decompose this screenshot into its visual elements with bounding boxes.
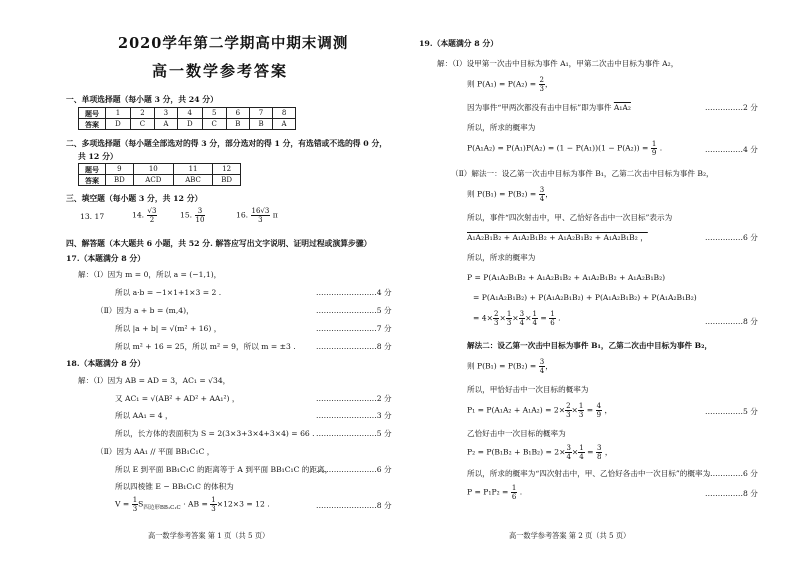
q19-l13-f1-n: 2 xyxy=(493,310,499,318)
q19-line5 xyxy=(467,140,662,157)
fill-16-num: 16. xyxy=(236,210,249,220)
q19-l13-f1-d: 3 xyxy=(493,319,499,327)
q19-line17: P₁ = P(A₁A₂ + A₁A₂) = 2× $\frac{2}{3}$ × $\frac{1}{3}$ = $\frac{4}{9}$ ， xyxy=(467,402,613,419)
q19-l21-frac-d: 6 xyxy=(511,493,517,501)
q19-line9: A₁A₂B₁B₂ + A₁A₂B₁B₂ + A₁A₂B₁B₂ + A₁A₂B₁B₂ ， xyxy=(467,233,648,242)
q17-points-4: ……………………8 分 xyxy=(316,342,392,351)
q19-l2-frac-d: 3 xyxy=(539,85,544,93)
q19-points-4: ……………8 分 xyxy=(705,317,758,326)
q19-l13-f3-n: 3 xyxy=(519,310,525,318)
q19-line15 xyxy=(467,358,553,375)
section-3-heading: 三、填空题（每小题 3 分，共 12 分） xyxy=(66,194,203,203)
q18-heading: 18.（本题满分 8 分） xyxy=(66,359,145,368)
section-2-heading-line1: 二、多项选择题（每小题全部选对的得 3 分，部分选对的得 1 分，有选错或不选的得 0 分， xyxy=(66,139,388,148)
q19-l7-frac-n: 3 xyxy=(539,186,545,194)
fill-14-num: 14. xyxy=(132,210,145,220)
multi-num: 11 xyxy=(173,164,212,175)
q18-line3: 所以 AA₁ = 4 ， xyxy=(115,411,173,420)
q19-l7-text: 则 P(B₁) = P(B₂) = xyxy=(467,189,539,199)
q19-l21-tail: . xyxy=(517,487,523,497)
multi-answer: ACD xyxy=(133,175,173,186)
q19-l19-f2 xyxy=(578,444,584,461)
q18-l8-sub: 四边形BB₁C₁C xyxy=(143,505,181,512)
mc-answer: D xyxy=(106,119,131,130)
q19-line4: 所以，所求的概率为 xyxy=(467,123,536,132)
right-page xyxy=(397,0,794,561)
q19-l2-tail: ， xyxy=(544,79,553,89)
q18-l8-frac1-d: 3 xyxy=(132,505,138,513)
fill-answer-13: 13. 17 xyxy=(80,212,105,221)
q19-l17-f1-d: 3 xyxy=(566,411,571,419)
fill-14-denom: 2 xyxy=(149,216,155,224)
section-4-heading: 四、解答题（本大题共 6 小题，共 52 分. 解答应写出文字说明、证明过程或演算步骤） xyxy=(66,239,372,248)
q17-line4: 所以 |a + b| = √(m² + 16) ， xyxy=(115,324,222,333)
mc-num: 8 xyxy=(273,108,296,119)
multi-num: 9 xyxy=(106,164,134,175)
q19-l19-text: P₂ = P(B₁B₂ + B₁B₂) = 2× xyxy=(467,447,566,457)
multi-answer: BD xyxy=(213,175,241,186)
mc-head-label: 题号 xyxy=(79,108,106,119)
q19-line11: P = P(A₁A₂B₁B₂ + A₁A₂B₁B₂ + A₁A₂B₁B₂ + A₁A₂B₁B₂) xyxy=(467,273,666,282)
q19-points-5: ……………5 分 xyxy=(705,407,758,416)
fill-16-denom: 3 xyxy=(258,216,263,224)
q19-l21-frac-n: 1 xyxy=(511,484,517,492)
q19-l5-frac-d: 9 xyxy=(651,149,657,157)
doc-subtitle: 高一数学参考答案 xyxy=(152,62,289,80)
q18-l8-part-b: S xyxy=(138,499,144,509)
q18-l8-frac1-n: 1 xyxy=(132,496,138,504)
q19-l2-frac-n: 2 xyxy=(539,76,544,84)
q19-l13-f5-d: 6 xyxy=(550,319,555,327)
q19-l13-f3-d: 4 xyxy=(519,319,525,327)
q19-l19-f2-d: 4 xyxy=(579,453,584,461)
mc-num: 7 xyxy=(249,108,272,119)
mc-num: 4 xyxy=(177,108,202,119)
q19-line19: P₂ = P(B₁B₂ + B₁B₂) = 2× $\frac{3}{4}$ × $\frac{1}{4}$ = $\frac{3}{8}$ ， xyxy=(467,444,613,461)
q19-l13-f4-d: 4 xyxy=(532,319,537,327)
q19-l13-f2-n: 1 xyxy=(506,310,512,318)
mc-answer: D xyxy=(177,119,202,130)
fill-15-fraction xyxy=(195,207,206,224)
q18-line2: 又 AC₁ = √(AB² + AD² + AA₁²) ， xyxy=(115,394,240,403)
mc-answer-label: 答案 xyxy=(79,119,106,130)
fill-14-numer: √3 xyxy=(147,207,157,215)
q19-l17-f3-d: 9 xyxy=(596,411,602,419)
q18-line1: 解：（Ⅰ）因为 AB = AD = 3，AC₁ = √34， xyxy=(78,376,231,385)
q19-line18: 乙恰好击中一次目标的概率为 xyxy=(467,429,566,438)
mc-num: 3 xyxy=(154,108,177,119)
q18-l8-frac2-n: 1 xyxy=(211,496,216,504)
mc-num: 1 xyxy=(106,108,131,119)
q19-l15-frac-n: 3 xyxy=(539,358,545,366)
q19-line14: 解法二：设乙第一次击中目标为事件 B₁，乙第二次击中目标为事件 B₂， xyxy=(467,341,712,350)
q19-line3 xyxy=(467,104,631,112)
q19-l19-f1 xyxy=(565,444,571,461)
q18-points-2: ……………………3 分 xyxy=(316,411,392,420)
q18-points-3: ……………………5 分 xyxy=(316,429,392,438)
q17-heading: 17.（本题满分 8 分） xyxy=(66,254,145,263)
fill-16-tail: π xyxy=(272,210,278,220)
fill-16-numer: 16√3 xyxy=(251,207,270,215)
q19-l5-text: P(A₁A₂) = P(A₁)P(A₂) = (1 − P(A₁))(1 − P(A₂)) = xyxy=(467,143,651,153)
q19-l13-f4 xyxy=(532,310,538,327)
q19-l19-f1-n: 3 xyxy=(566,444,571,452)
multi-answer-table xyxy=(78,163,241,186)
q17-line5: 所以 m² + 16 = 25，所以 m² = 9，所以 m = ±3 . xyxy=(115,342,296,351)
section-2-heading-line2: 共 12 分） xyxy=(78,152,118,161)
q19-l17-f3 xyxy=(596,402,602,419)
fill-15-numer: 3 xyxy=(195,207,206,216)
q17-line2: 所以 a·b = −1×1+1×3 = 2 . xyxy=(115,288,222,297)
q19-l5-frac-n: 1 xyxy=(651,140,657,148)
q19-points-2: ……………4 分 xyxy=(705,145,758,154)
mc-answer: B xyxy=(249,119,272,130)
mc-answer: C xyxy=(130,119,154,130)
q19-l7-tail: ， xyxy=(545,189,553,199)
q19-l13-f5 xyxy=(549,310,555,327)
q19-line12: = P(A₁A₂B₁B₂) + P(A₁A₂B₁B₂) + P(A₁A₂B₁B₂) + P(A₁A₂B₁B₂) xyxy=(473,293,697,302)
q19-l5-tail: . xyxy=(657,143,663,153)
q19-points-7: ……………8 分 xyxy=(705,489,758,498)
q17-line1: 解：（Ⅰ）因为 m = 0，所以 a = (−1,1)， xyxy=(78,270,222,279)
mc-answer: C xyxy=(202,119,226,130)
q17-points-1: ……………………4 分 xyxy=(316,288,392,297)
q19-l17-text: P₁ = P(A₁A₂ + A₁A₂) = 2× xyxy=(467,405,566,415)
q19-l19-f3 xyxy=(596,444,602,461)
multi-answer-label: 答案 xyxy=(79,175,106,186)
q19-l3-event: A₁A₂ xyxy=(613,103,631,112)
q19-l15-text: 则 P(B₁) = P(B₂) = xyxy=(467,361,539,371)
q18-line6: 所以 E 到平面 BB₁C₁C 的距离等于 A 到平面 BB₁C₁C 的距离， xyxy=(115,465,333,474)
q18-points-4: ……………………6 分 xyxy=(316,465,392,474)
q19-l19-f3-d: 8 xyxy=(596,453,602,461)
q19-line6: （Ⅱ）解法一：设乙第一次击中目标为事件 B₁，乙第二次击中目标为事件 B₂， xyxy=(451,169,714,178)
doc-title: 2020学年第二学期高中期末调测 xyxy=(118,35,349,52)
q19-l13-f5-n: 1 xyxy=(550,310,555,318)
q19-line10: 所以，所求的概率为 xyxy=(467,253,536,262)
q18-points-5: ……………………8 分 xyxy=(316,501,392,510)
q19-l15-frac-d: 4 xyxy=(539,367,545,375)
q19-l17-f3-n: 4 xyxy=(596,402,602,410)
q19-l3-text: 因为事件“甲两次都没有击中目标”即为事件 xyxy=(467,103,614,112)
q18-l8-part-a: V = xyxy=(115,499,132,509)
q19-line16: 所以，甲恰好击中一次目标的概率为 xyxy=(467,385,589,394)
q19-l13-f2 xyxy=(506,310,512,327)
fill-15-denom: 10 xyxy=(195,216,205,224)
q19-line8: 所以，事件“四次射击中，甲、乙恰好各击中一次目标”表示为 xyxy=(467,213,673,222)
mc-answer: A xyxy=(154,119,177,130)
q18-line8 xyxy=(115,496,270,513)
q18-line5: （Ⅱ）因为 AA₁ // 平面 BB₁C₁C ， xyxy=(96,447,215,456)
q19-l17-f1 xyxy=(565,402,571,419)
mc-num: 2 xyxy=(130,108,154,119)
mc-num: 6 xyxy=(226,108,249,119)
multi-num: 10 xyxy=(133,164,173,175)
q19-line21 xyxy=(467,484,522,501)
fill-answer-14 xyxy=(132,207,157,224)
q19-l17-f2 xyxy=(578,402,584,419)
q19-points-6: ……………6 分 xyxy=(705,469,758,478)
fill-answer-15 xyxy=(180,207,205,224)
q19-line13: = 4× $\frac{2}{3}$ × $\frac{1}{3}$ × $\frac{3}{4}$ × $\frac{1}{4}$ = $\frac{1}{6}$ . xyxy=(473,310,561,327)
q19-l17-f1-n: 2 xyxy=(566,402,571,410)
q19-l19-f2-n: 1 xyxy=(579,444,584,452)
q19-line7 xyxy=(467,186,553,203)
q19-line1: 解：（Ⅰ）设甲第一次击中目标为事件 A₁，甲第二次击中目标为事件 A₂， xyxy=(437,59,679,68)
fill-16-fraction xyxy=(251,207,271,224)
q17-line3: （Ⅱ）因为 a + b = (m,4)， xyxy=(96,306,194,315)
mc-answer: B xyxy=(226,119,249,130)
mc-answer: A xyxy=(273,119,296,130)
q18-l8-part-c: · AB = xyxy=(180,499,211,509)
q19-l13-f4-n: 1 xyxy=(532,310,537,318)
mc-num: 5 xyxy=(202,108,226,119)
left-footer: 高一数学参考答案 第 1 页（共 5 页） xyxy=(148,531,270,540)
q17-points-2: ……………………5 分 xyxy=(316,306,392,315)
q19-l13-f2-d: 3 xyxy=(506,319,512,327)
q19-line20: 所以，所求的概率为“四次射击中，甲、乙恰好各击中一次目标”的概率为 xyxy=(467,469,711,478)
right-footer: 高一数学参考答案 第 2 页（共 5 页） xyxy=(509,531,631,540)
q18-line4: 所以，长方体的表面积为 S = 2(3×3+3×4+3×4) = 66 . xyxy=(115,429,315,438)
q19-l15-tail: ， xyxy=(545,361,553,371)
fill-15-num: 15. xyxy=(180,210,193,220)
q19-l19-f3-n: 3 xyxy=(596,444,602,452)
multi-head-label: 题号 xyxy=(79,164,106,175)
q17-points-3: ……………………7 分 xyxy=(316,324,392,333)
q18-l8-frac2-d: 3 xyxy=(211,505,216,513)
q19-l19-f1-d: 4 xyxy=(566,453,571,461)
q19-l13-f1 xyxy=(493,310,499,327)
mc-answer-table xyxy=(78,107,296,130)
multi-num: 12 xyxy=(213,164,241,175)
q18-points-1: ……………………2 分 xyxy=(316,394,392,403)
q19-points-3: ……………6 分 xyxy=(705,233,758,242)
q18-line7: 所以四棱锥 E − BB₁C₁C 的体积为 xyxy=(115,482,234,491)
multi-answer: ABC xyxy=(173,175,212,186)
multi-answer: BD xyxy=(106,175,134,186)
q19-l2-text: 则 P(A₁) = P(A₂) = xyxy=(467,79,539,89)
q19-l13-text: = 4× xyxy=(473,313,493,323)
q19-l13-f3 xyxy=(519,310,525,327)
q19-points-1: ……………2 分 xyxy=(705,103,758,112)
q19-heading: 19.（本题满分 8 分） xyxy=(419,39,498,48)
fill-14-fraction xyxy=(147,207,158,224)
fill-answer-16 xyxy=(236,207,278,224)
q18-l8-part-e: ×12×3 = 12 . xyxy=(216,499,270,509)
q19-l7-frac-d: 4 xyxy=(539,195,545,203)
section-1-heading: 一、单项选择题（每小题 3 分，共 24 分） xyxy=(66,95,218,104)
q19-l17-f2-d: 3 xyxy=(578,411,584,419)
q19-line2 xyxy=(467,76,553,93)
q19-l21-text: P = P₁P₂ = xyxy=(467,487,511,497)
q19-l17-f2-n: 1 xyxy=(578,402,584,410)
